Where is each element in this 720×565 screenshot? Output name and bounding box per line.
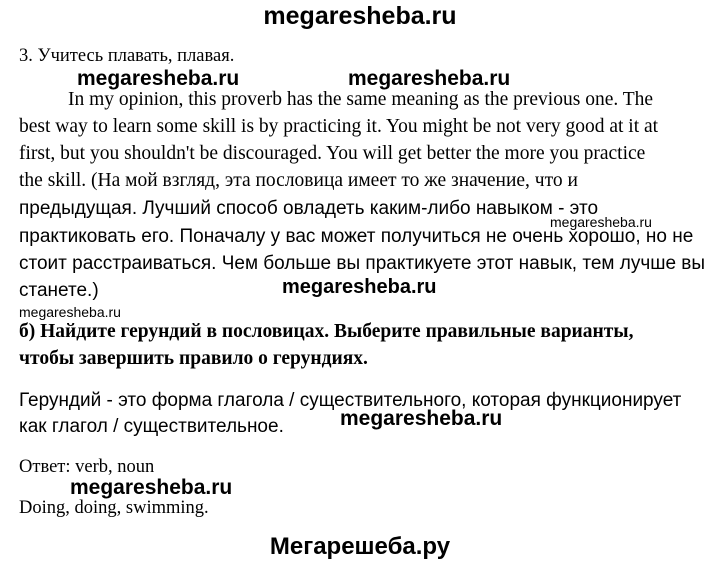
rule-line: как глагол / существительное. xyxy=(19,416,284,437)
paragraph-line: станете.) xyxy=(19,280,99,301)
header-watermark: megaresheba.ru xyxy=(263,2,457,30)
watermark: megaresheba.ru xyxy=(282,276,437,298)
paragraph-line: best way to learn some skill is by practicing it. You might be not very good at it at xyxy=(19,116,659,137)
footer-watermark: Мегарешеба.ру xyxy=(269,533,451,560)
paragraph-line: предыдущая. Лучший способ овладеть каким-либо навыком - это xyxy=(19,198,599,219)
paragraph-line: стоит расстраиваться. Чем больше вы практикуете этот навык, тем лучше вы xyxy=(19,253,706,274)
watermark: megaresheba.ru xyxy=(77,67,240,90)
watermark: megaresheba.ru xyxy=(70,476,233,499)
answer-words: Doing, doing, swimming. xyxy=(19,498,209,518)
watermark: megaresheba.ru xyxy=(348,67,511,90)
paragraph-line: практиковать его. Поначалу у вас может получиться не очень хорошо, но не xyxy=(19,226,694,247)
exercise-heading: 3. Учитесь плавать, плавая. xyxy=(19,46,235,66)
watermark: megaresheba.ru xyxy=(340,407,503,430)
rule-line: Герундий - это форма глагола / существительного, которая функционирует xyxy=(19,390,682,411)
watermark: megaresheba.ru xyxy=(550,214,652,230)
task-b-line: б) Найдите герундий в пословицах. Выберите правильные варианты, xyxy=(19,321,634,342)
task-b-line: чтобы завершить правило о герундиях. xyxy=(19,348,368,369)
watermark: megaresheba.ru xyxy=(19,304,121,320)
paragraph-line: the skill. (На мой взгляд, эта пословица имеет то же значение, что и xyxy=(19,170,578,191)
paragraph-line: In my opinion, this proverb has the same meaning as the previous one. The xyxy=(68,89,654,110)
paragraph-line: first, but you shouldn't be discouraged. You will get better the more you practice xyxy=(19,143,646,164)
answer-label: Ответ: verb, noun xyxy=(19,457,155,477)
